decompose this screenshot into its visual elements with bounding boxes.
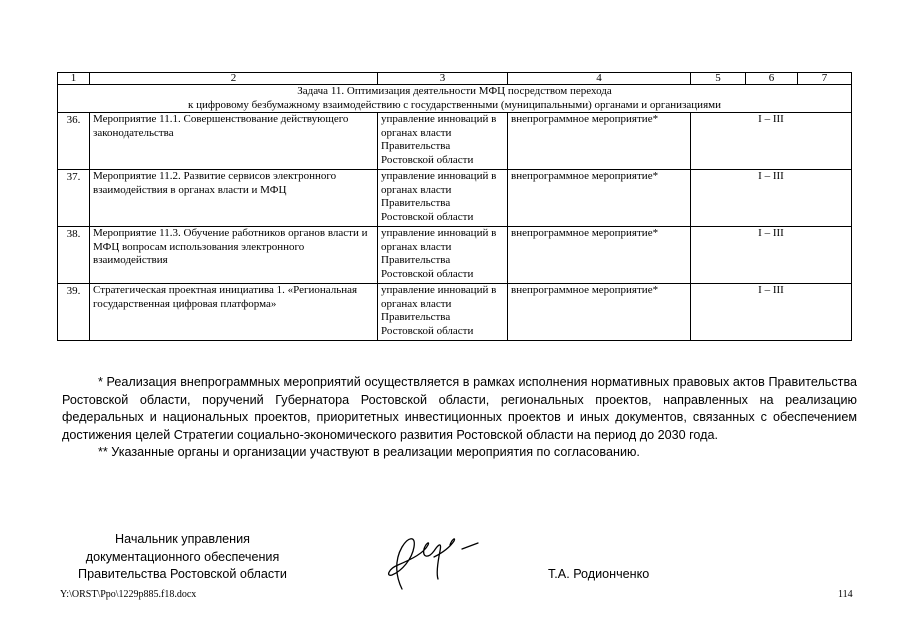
activity-name: Стратегическая проектная инициатива 1. «Региональная государственная цифровая платформа» — [90, 284, 378, 341]
footnote-2: ** Указанные органы и организации участвуют в реализации мероприятия по согласованию. — [98, 445, 640, 459]
handwritten-signature — [372, 517, 492, 601]
column-number: 2 — [90, 73, 378, 85]
funding-source: внепрограммное мероприятие* — [508, 113, 691, 170]
signatory-title-line: Правительства Ростовской области — [78, 567, 287, 581]
executor: управление инноваций в органах власти Правительства Ростовской области — [378, 284, 508, 341]
activity-name: Мероприятие 11.2. Развитие сервисов электронного взаимодействия в органах власти и МФЦ — [90, 170, 378, 227]
funding-source: внепрограммное мероприятие* — [508, 284, 691, 341]
task-heading-line: Задача 11. Оптимизация деятельности МФЦ посредством перехода — [297, 85, 612, 97]
row-number: 39. — [58, 284, 90, 341]
signatory-title-line: Начальник управления — [115, 532, 250, 546]
funding-source: внепрограммное мероприятие* — [508, 227, 691, 284]
column-number: 7 — [798, 73, 852, 85]
signatory-title-line: документационного обеспечения — [85, 549, 280, 564]
period: I – III — [691, 113, 852, 170]
period: I – III — [691, 227, 852, 284]
signatory-title — [60, 531, 305, 584]
column-number: 4 — [508, 73, 691, 85]
activity-name: Мероприятие 11.3. Обучение работников органов власти и МФЦ вопросам использования электронного взаимодействия — [90, 227, 378, 284]
activities-table — [57, 72, 852, 341]
table-row — [58, 284, 852, 341]
signatory-name: Т.А. Родионченко — [548, 567, 650, 581]
executor: управление инноваций в органах власти Правительства Ростовской области — [378, 227, 508, 284]
row-number: 36. — [58, 113, 90, 170]
row-number: 38. — [58, 227, 90, 284]
footnote-1: * Реализация внепрограммных мероприятий осуществляется в рамках исполнения нормативных правовых актов Правительства Ростовской области, поручений Губернатора Ростовской области, региональных проектов, направленных на реализацию федеральных и национальных проектов, приоритетных инвестиционных проектов и иных документов, связанных с обеспечением достижения целей Стратегии социально-экономического развития Ростовской области на период до 2030 года. — [62, 375, 857, 442]
task-heading-row — [58, 85, 852, 113]
executor: управление инноваций в органах власти Правительства Ростовской области — [378, 170, 508, 227]
row-number: 37. — [58, 170, 90, 227]
column-number: 1 — [58, 73, 90, 85]
column-number: 5 — [691, 73, 746, 85]
table-row — [58, 227, 852, 284]
table-row — [58, 113, 852, 170]
file-path: Y:\ORST\Ppo\1229p885.f18.docx — [60, 589, 197, 600]
period: I – III — [691, 170, 852, 227]
column-number: 6 — [746, 73, 798, 85]
page-number: 114 — [838, 589, 853, 600]
task-heading — [58, 85, 852, 113]
activity-name: Мероприятие 11.1. Совершенствование действующего законодательства — [90, 113, 378, 170]
column-number: 3 — [378, 73, 508, 85]
funding-source: внепрограммное мероприятие* — [508, 170, 691, 227]
period: I – III — [691, 284, 852, 341]
task-heading-line: к цифровому безбумажному взаимодействию с государственными (муниципальными) органами и организациями — [188, 98, 721, 111]
executor: управление инноваций в органах власти Правительства Ростовской области — [378, 113, 508, 170]
footnotes — [62, 374, 857, 462]
table-row — [58, 170, 852, 227]
column-numbers-row — [58, 73, 852, 85]
